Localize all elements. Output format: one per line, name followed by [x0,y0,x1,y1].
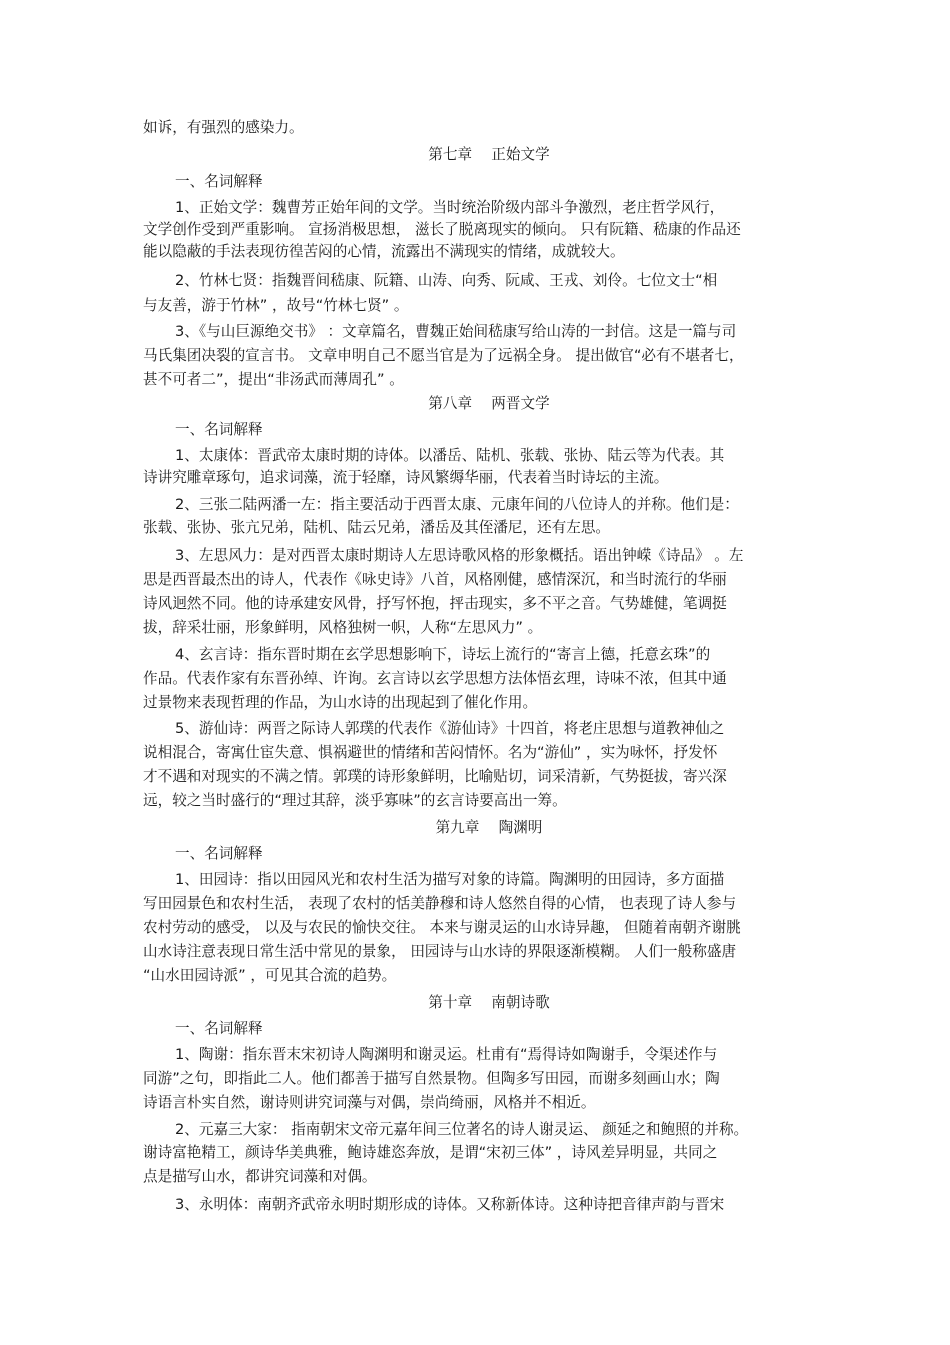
text-line: 4、玄言诗：指东晋时期在玄学思想影响下，诗坛上流行的“寄言上德，托意玄珠”的 [175,646,711,663]
text-line: 写田园景色和农村生活， 表现了农村的恬美静穆和诗人悠然自得的心情， 也表现了诗人参与 [143,895,737,912]
chapter-title: 第十章 南朝诗歌 [428,994,550,1011]
section-heading: 一、名词解释 [175,173,263,190]
chapter-title: 第八章 两晋文学 [428,395,550,412]
text-line: 1、田园诗：指以田园风光和农村生活为描写对象的诗篇。陶渊明的田园诗，多方面描 [175,871,725,888]
chapter-title: 第七章 正始文学 [428,146,550,163]
text-line: 拔，辞采壮丽，形象鲜明，风格独树一帜，人称“左思风力” 。 [143,619,543,636]
text-line: 张载、张协、张亢兄弟，陆机、陆云兄弟，潘岳及其侄潘尼，还有左思。 [143,519,611,536]
text-line: 文学创作受到严重影响。 宣扬消极思想， 滋长了脱离现实的倾向。 只有阮籍、嵇康的作品还 [143,221,741,238]
text-line: 与友善，游于竹林” ，故号“竹林七贤” 。 [143,297,409,314]
text-line: 同游”之句，即指此二人。他们都善于描写自然景物。但陶多写田园，而谢多刻画山水；陶 [143,1070,720,1087]
text-line: 远，较之当时盛行的“理过其辞，淡乎寡味”的玄言诗要高出一筹。 [143,792,567,809]
text-line: 1、陶谢：指东晋末宋初诗人陶渊明和谢灵运。杜甫有“焉得诗如陶谢手，令渠述作与 [175,1046,718,1063]
section-heading: 一、名词解释 [175,421,263,438]
text-line: 2、竹林七贤：指魏晋间嵇康、阮籍、山涛、向秀、阮咸、王戎、刘伶。七位文士“相 [175,272,718,289]
text-line: 点是描写山水，都讲究词藻和对偶。 [143,1168,377,1185]
text-line: 诗语言朴实自然，谢诗则讲究词藻与对偶，崇尚绮丽，风格并不相近。 [143,1094,596,1111]
text-line: 5、游仙诗：两晋之际诗人郭璞的代表作《游仙诗》十四首，将老庄思想与道教神仙之 [175,720,725,737]
text-line: 说相混合，寄寓仕宦失意、惧祸避世的情绪和苦闷情怀。名为“游仙” ，实为咏怀，抒发怀 [143,744,718,761]
text-line: 才不遇和对现实的不满之情。郭璞的诗形象鲜明，比喻贴切，词采清新，气势挺拔，寄兴深 [143,768,727,785]
text-line: 农村劳动的感受， 以及与农民的愉快交往。 本来与谢灵运的山水诗异趣， 但随着南朝齐谢朓 [143,919,741,936]
text-line: 甚不可者二”，提出“非汤武而薄周孔” 。 [143,371,404,388]
section-heading: 一、名词解释 [175,1020,263,1037]
text-line: 1、太康体：晋武帝太康时期的诗体。以潘岳、陆机、张载、张协、陆云等为代表。其 [175,447,725,464]
text-line: 过景物来表现哲理的作品，为山水诗的出现起到了催化作用。 [143,694,538,711]
text-line: 能以隐蔽的手法表现彷徨苦闷的心情，流露出不满现实的情绪，成就较大。 [143,243,625,260]
text-line: 山水诗注意表现日常生活中常见的景象， 田园诗与山水诗的界限逐渐模糊。 人们一般称盛唐 [143,943,737,960]
text-line: 思是西晋最杰出的诗人，代表作《咏史诗》八首，风格刚健，感情深沉，和当时流行的华丽 [143,571,727,588]
chapter-title: 第九章 陶渊明 [435,819,543,836]
text-line: 2、元嘉三大家： 指南朝宋文帝元嘉年间三位著名的诗人谢灵运、 颜延之和鲍照的并称。 [175,1121,749,1138]
text-line: “山水田园诗派” ，可见其合流的趋势。 [143,967,397,984]
text-line: 3、永明体：南朝齐武帝永明时期形成的诗体。又称新体诗。这种诗把音律声韵与晋宋 [175,1196,725,1213]
text-line: 2、三张二陆两潘一左：指主要活动于西晋太康、元康年间的八位诗人的并称。他们是： [175,496,739,513]
text-line: 诗讲究雕章琢句，追求词藻，流于轻靡，诗风繁缛华丽，代表着当时诗坛的主流。 [143,469,669,486]
text-line: 1、正始文学：魏曹芳正始年间的文学。当时统治阶级内部斗争激烈，老庄哲学风行， [175,199,725,216]
text-line: 诗风迥然不同。他的诗承建安风骨，抒写怀抱，抨击现实，多不平之音。气势雄健，笔调挺 [143,595,727,612]
text-line: 马氏集团决裂的宣言书。 文章申明自己不愿当官是为了远祸全身。 提出做官“必有不堪者七， [143,347,744,364]
text-line: 3、《与山巨源绝交书》 ：文章篇名，曹魏正始间嵇康写给山涛的一封信。这是一篇与司 [175,323,737,340]
text-line: 3、左思风力：是对西晋太康时期诗人左思诗歌风格的形象概括。语出钟嵘《诗品》 。左 [175,547,744,564]
text-line: 如诉，有强烈的感染力。 [143,119,304,136]
section-heading: 一、名词解释 [175,845,263,862]
text-line: 作品。代表作家有东晋孙绰、许询。玄言诗以玄学思想方法体悟玄理，诗味不浓，但其中通 [143,670,727,687]
text-line: 谢诗富艳精工，颜诗华美典雅，鲍诗雄恣奔放，是谓“宋初三体” ，诗风差异明显，共同之 [143,1144,718,1161]
